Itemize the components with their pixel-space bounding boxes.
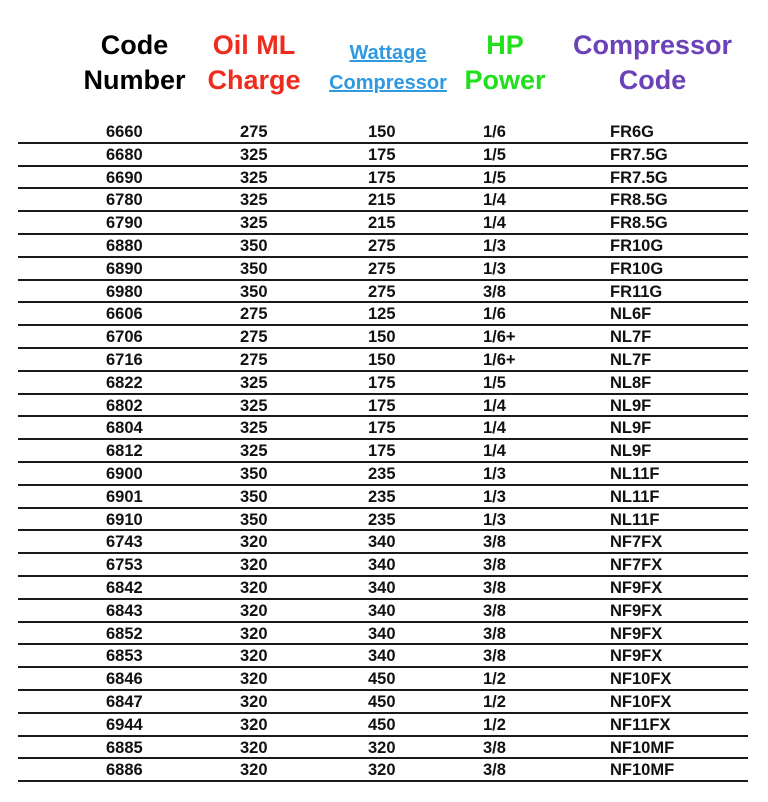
- header-compressor-code: [560, 28, 745, 98]
- header-code-line1: Code: [100, 30, 169, 60]
- cell-oil-charge: 320: [240, 533, 268, 552]
- cell-hp: 1/5: [483, 373, 506, 392]
- cell-code-number: 6885: [106, 738, 143, 757]
- header-code-line2: Number: [83, 65, 186, 95]
- cell-wattage: 235: [368, 464, 396, 483]
- table-row: [18, 349, 748, 372]
- cell-hp: 3/8: [483, 647, 506, 666]
- cell-compressor-code: FR8.5G: [610, 191, 668, 210]
- table-row: [18, 121, 748, 144]
- cell-code-number: 6802: [106, 396, 143, 415]
- cell-code-number: 6822: [106, 373, 143, 392]
- cell-wattage: 175: [368, 419, 396, 438]
- cell-compressor-code: NL9F: [610, 442, 652, 461]
- header-hp-line2: Power: [464, 65, 546, 95]
- table-row: [18, 531, 748, 554]
- cell-code-number: 6842: [106, 578, 143, 597]
- cell-hp: 3/8: [483, 624, 506, 643]
- cell-oil-charge: 350: [240, 282, 268, 301]
- cell-hp: 1/4: [483, 419, 506, 438]
- cell-hp: 1/4: [483, 396, 506, 415]
- cell-hp: 3/8: [483, 282, 506, 301]
- cell-wattage: 235: [368, 487, 396, 506]
- cell-wattage: 275: [368, 236, 396, 255]
- header-compressor-line2: Code: [618, 65, 687, 95]
- cell-code-number: 6790: [106, 214, 143, 233]
- table-row: [18, 372, 748, 395]
- cell-oil-charge: 350: [240, 510, 268, 529]
- cell-oil-charge: 350: [240, 487, 268, 506]
- cell-compressor-code: NL6F: [610, 305, 652, 324]
- cell-wattage: 450: [368, 670, 396, 689]
- cell-compressor-code: NL7F: [610, 328, 652, 347]
- cell-code-number: 6753: [106, 556, 143, 575]
- cell-wattage: 340: [368, 647, 396, 666]
- cell-hp: 1/3: [483, 487, 506, 506]
- cell-hp: 1/4: [483, 191, 506, 210]
- cell-oil-charge: 325: [240, 442, 268, 461]
- cell-oil-charge: 350: [240, 236, 268, 255]
- cell-wattage: 215: [368, 214, 396, 233]
- table-row: [18, 212, 748, 235]
- cell-hp: 3/8: [483, 556, 506, 575]
- cell-compressor-code: NF10FX: [610, 670, 672, 689]
- table-row: [18, 737, 748, 760]
- cell-wattage: 275: [368, 282, 396, 301]
- cell-wattage: 125: [368, 305, 396, 324]
- cell-wattage: 215: [368, 191, 396, 210]
- table-row: [18, 395, 748, 418]
- cell-oil-charge: 275: [240, 350, 268, 369]
- cell-compressor-code: FR6G: [610, 123, 655, 141]
- cell-compressor-code: NF11FX: [610, 715, 671, 734]
- cell-wattage: 340: [368, 601, 396, 620]
- table-row: [18, 623, 748, 646]
- table-row: [18, 281, 748, 304]
- cell-hp: 1/5: [483, 145, 506, 164]
- cell-oil-charge: 320: [240, 578, 268, 597]
- cell-code-number: 6690: [106, 168, 143, 187]
- cell-wattage: 320: [368, 761, 396, 780]
- cell-compressor-code: FR10G: [610, 236, 664, 255]
- cell-wattage: 175: [368, 373, 396, 392]
- cell-compressor-code: NL7F: [610, 350, 652, 369]
- cell-oil-charge: 320: [240, 715, 268, 734]
- header-wattage: [318, 38, 458, 98]
- cell-oil-charge: 320: [240, 647, 268, 666]
- cell-wattage: 150: [368, 123, 396, 141]
- cell-code-number: 6886: [106, 761, 143, 780]
- cell-wattage: 175: [368, 396, 396, 415]
- cell-oil-charge: 320: [240, 692, 268, 711]
- cell-code-number: 6716: [106, 350, 143, 369]
- table-row: [18, 167, 748, 190]
- cell-oil-charge: 320: [240, 738, 268, 757]
- cell-compressor-code: FR8.5G: [610, 214, 668, 233]
- cell-wattage: 340: [368, 624, 396, 643]
- cell-compressor-code: FR10G: [610, 259, 664, 278]
- cell-code-number: 6680: [106, 145, 143, 164]
- cell-wattage: 450: [368, 692, 396, 711]
- header-oil-line1: Oil ML: [212, 30, 296, 60]
- cell-wattage: 320: [368, 738, 396, 757]
- cell-compressor-code: NF7FX: [610, 556, 663, 575]
- cell-oil-charge: 325: [240, 214, 268, 233]
- cell-wattage: 150: [368, 328, 396, 347]
- cell-code-number: 6944: [106, 715, 143, 734]
- table-row: [18, 645, 748, 668]
- table-row: [18, 691, 748, 714]
- cell-hp: 1/3: [483, 464, 506, 483]
- cell-oil-charge: 325: [240, 419, 268, 438]
- cell-wattage: 175: [368, 442, 396, 461]
- cell-compressor-code: FR7.5G: [610, 168, 668, 187]
- cell-compressor-code: NF7FX: [610, 533, 663, 552]
- cell-compressor-code: NF9FX: [610, 647, 663, 666]
- cell-oil-charge: 275: [240, 305, 268, 324]
- cell-code-number: 6853: [106, 647, 143, 666]
- cell-compressor-code: NL9F: [610, 419, 652, 438]
- cell-oil-charge: 325: [240, 396, 268, 415]
- cell-wattage: 150: [368, 350, 396, 369]
- cell-compressor-code: NF10FX: [610, 692, 672, 711]
- cell-oil-charge: 325: [240, 145, 268, 164]
- cell-compressor-code: NL11F: [610, 510, 660, 529]
- table-row: [18, 235, 748, 258]
- cell-wattage: 340: [368, 578, 396, 597]
- cell-code-number: 6843: [106, 601, 143, 620]
- cell-compressor-code: NF9FX: [610, 601, 663, 620]
- cell-hp: 1/5: [483, 168, 506, 187]
- cell-code-number: 6901: [106, 487, 143, 506]
- cell-code-number: 6880: [106, 236, 143, 255]
- cell-hp: 1/3: [483, 236, 506, 255]
- cell-code-number: 6606: [106, 305, 143, 324]
- cell-hp: 3/8: [483, 601, 506, 620]
- table-row: [18, 303, 748, 326]
- cell-hp: 1/6+: [483, 350, 516, 369]
- table-row: [18, 509, 748, 532]
- table-row: [18, 668, 748, 691]
- cell-hp: 3/8: [483, 738, 506, 757]
- cell-compressor-code: NF10MF: [610, 738, 675, 757]
- table-row: [18, 486, 748, 509]
- cell-oil-charge: 275: [240, 123, 268, 141]
- cell-code-number: 6900: [106, 464, 143, 483]
- cell-oil-charge: 325: [240, 168, 268, 187]
- cell-compressor-code: NL11F: [610, 487, 660, 506]
- table-row: [18, 714, 748, 737]
- cell-hp: 3/8: [483, 761, 506, 780]
- cell-wattage: 235: [368, 510, 396, 529]
- header-oil-charge: [195, 28, 313, 98]
- cell-oil-charge: 325: [240, 191, 268, 210]
- cell-code-number: 6804: [106, 419, 143, 438]
- table-row: [18, 577, 748, 600]
- cell-code-number: 6980: [106, 282, 143, 301]
- cell-code-number: 6890: [106, 259, 143, 278]
- cell-code-number: 6852: [106, 624, 143, 643]
- cell-compressor-code: NL11F: [610, 464, 660, 483]
- table-row: [18, 759, 748, 782]
- cell-oil-charge: 350: [240, 464, 268, 483]
- cell-wattage: 275: [368, 259, 396, 278]
- cell-code-number: 6660: [106, 123, 143, 141]
- header-hp-power: [455, 28, 555, 98]
- cell-code-number: 6847: [106, 692, 143, 711]
- cell-code-number: 6780: [106, 191, 143, 210]
- cell-compressor-code: FR7.5G: [610, 145, 668, 164]
- cell-hp: 3/8: [483, 578, 506, 597]
- cell-hp: 1/2: [483, 715, 506, 734]
- cell-compressor-code: FR11G: [610, 282, 663, 301]
- cell-hp: 1/2: [483, 670, 506, 689]
- header-wattage-line1: Wattage: [349, 42, 427, 64]
- cell-code-number: 6846: [106, 670, 143, 689]
- cell-wattage: 450: [368, 715, 396, 734]
- cell-hp: 1/4: [483, 442, 506, 461]
- table-row: [18, 326, 748, 349]
- cell-oil-charge: 320: [240, 601, 268, 620]
- cell-code-number: 6743: [106, 533, 143, 552]
- table-row: [18, 189, 748, 212]
- cell-wattage: 340: [368, 556, 396, 575]
- header-code-number: [72, 28, 197, 98]
- table-body: [0, 121, 768, 782]
- cell-hp: 1/4: [483, 214, 506, 233]
- table-row: [18, 463, 748, 486]
- cell-hp: 1/3: [483, 510, 506, 529]
- cell-oil-charge: 325: [240, 373, 268, 392]
- header-wattage-line2: Compressor: [329, 72, 447, 94]
- cell-oil-charge: 320: [240, 761, 268, 780]
- cell-oil-charge: 275: [240, 328, 268, 347]
- cell-compressor-code: NF10MF: [610, 761, 675, 780]
- cell-hp: 1/2: [483, 692, 506, 711]
- cell-oil-charge: 320: [240, 670, 268, 689]
- cell-code-number: 6910: [106, 510, 143, 529]
- cell-compressor-code: NF9FX: [610, 578, 663, 597]
- cell-hp: 3/8: [483, 533, 506, 552]
- cell-wattage: 175: [368, 168, 396, 187]
- cell-hp: 1/3: [483, 259, 506, 278]
- header-compressor-line1: Compressor: [572, 30, 733, 60]
- table-row: [18, 144, 748, 167]
- cell-compressor-code: NL9F: [610, 396, 652, 415]
- table-row: [18, 600, 748, 623]
- cell-oil-charge: 320: [240, 556, 268, 575]
- table-row: [18, 258, 748, 281]
- cell-hp: 1/6: [483, 123, 506, 141]
- cell-compressor-code: NF9FX: [610, 624, 663, 643]
- cell-hp: 1/6+: [483, 328, 516, 347]
- cell-oil-charge: 350: [240, 259, 268, 278]
- header-hp-line1: HP: [486, 30, 524, 60]
- table-row: [18, 440, 748, 463]
- cell-oil-charge: 320: [240, 624, 268, 643]
- table-row: [18, 417, 748, 440]
- cell-hp: 1/6: [483, 305, 506, 324]
- cell-compressor-code: NL8F: [610, 373, 652, 392]
- cell-code-number: 6706: [106, 328, 143, 347]
- cell-code-number: 6812: [106, 442, 143, 461]
- cell-wattage: 340: [368, 533, 396, 552]
- header-oil-line2: Charge: [207, 65, 301, 95]
- table-row: [18, 554, 748, 577]
- cell-wattage: 175: [368, 145, 396, 164]
